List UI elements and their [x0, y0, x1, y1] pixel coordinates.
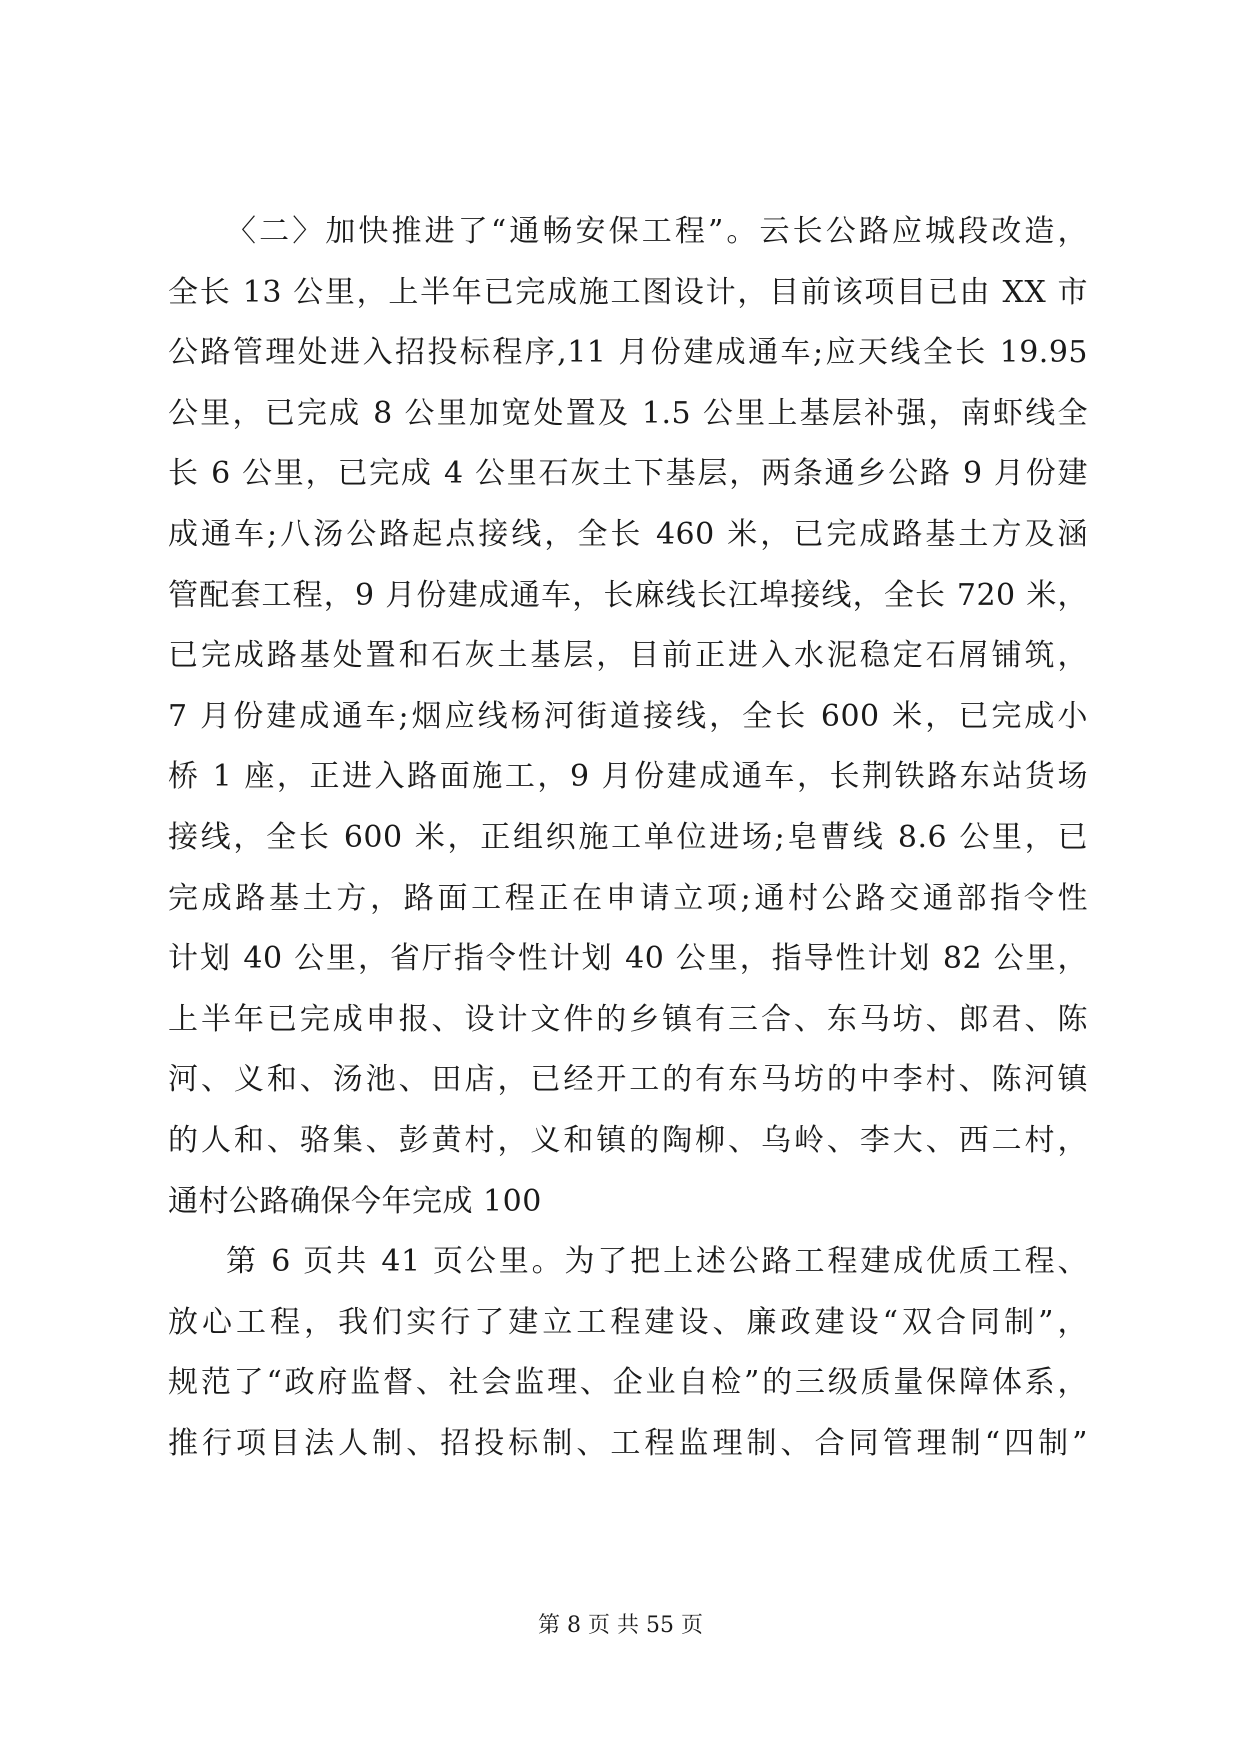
- paragraph-line: 的人和、骆集、彭黄村，义和镇的陶柳、乌岭、李大、西二村，: [168, 1122, 1088, 1158]
- paragraph-line: 全长 13 公里，上半年已完成施工图设计，目前该项目已由 XX 市: [168, 274, 1088, 310]
- paragraph-line: 公路管理处进入招投标程序,11 月份建成通车;应天线全长 19.95: [168, 335, 1088, 371]
- paragraph-line: 7 月份建成通车;烟应线杨河街道接线，全长 600 米，已完成小: [168, 698, 1088, 734]
- paragraph-line: 桥 1 座，正进入路面施工，9 月份建成通车，长荆铁路东站货场: [168, 759, 1088, 795]
- paragraph-line: 管配套工程，9 月份建成通车，长麻线长江埠接线，全长 720 米，: [168, 577, 1088, 613]
- paragraph-line: 完成路基土方，路面工程正在申请立项;通村公路交通部指令性: [168, 880, 1088, 916]
- paragraph-line: 通村公路确保今年完成 100: [168, 1183, 542, 1219]
- paragraph-line: 上半年已完成申报、设计文件的乡镇有三合、东马坊、郎君、陈: [168, 1001, 1088, 1037]
- paragraph-line: 放心工程，我们实行了建立工程建设、廉政建设“双合同制”，: [168, 1304, 1088, 1340]
- page-footer: [0, 1608, 1241, 1639]
- paragraph-line: 已完成路基处置和石灰土基层，目前正进入水泥稳定石屑铺筑，: [168, 638, 1088, 674]
- paragraph-line: 成通车;八汤公路起点接线，全长 460 米，已完成路基土方及涵: [168, 516, 1088, 552]
- page-number-label: 第 8 页 共 55 页: [538, 1613, 703, 1638]
- body-text: [168, 202, 1088, 1474]
- paragraph-line: 第 6 页共 41 页公里。为了把上述公路工程建成优质工程、: [226, 1244, 1088, 1280]
- paragraph-line: 接线，全长 600 米，正组织施工单位进场;皂曹线 8.6 公里，已: [168, 819, 1088, 855]
- paragraph-line: 河、义和、汤池、田店，已经开工的有东马坊的中李村、陈河镇: [168, 1062, 1088, 1098]
- paragraph-line: 长 6 公里，已完成 4 公里石灰土下基层，两条通乡公路 9 月份建: [168, 456, 1088, 492]
- paragraph-line: 规范了“政府监督、社会监理、企业自检”的三级质量保障体系，: [168, 1365, 1088, 1401]
- paragraph-line: 计划 40 公里，省厅指令性计划 40 公里，指导性计划 82 公里，: [168, 941, 1088, 977]
- paragraph-line: 〈二〉加快推进了“通畅安保工程”。云长公路应城段改造，: [226, 214, 1088, 249]
- paragraph-line: 公里，已完成 8 公里加宽处置及 1.5 公里上基层补强，南虾线全: [168, 395, 1088, 431]
- paragraph-line: 推行项目法人制、招投标制、工程监理制、合同管理制“四制”: [168, 1425, 1088, 1461]
